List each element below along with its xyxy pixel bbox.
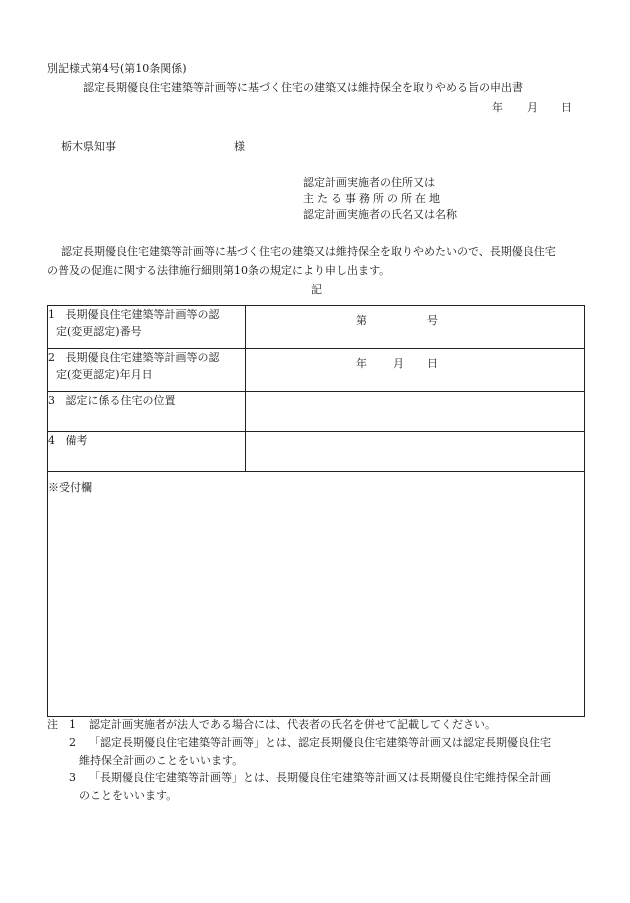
body-text-line2: の普及の促進に関する法律施行細則第10条の規定により申し出ます。 <box>47 264 391 277</box>
body-text-line1: 認定長期優良住宅建築等計画等に基づく住宅の建築又は維持保全を取りやめたいので、長期優良住宅 <box>61 245 556 258</box>
note-1: 注 1 認定計画実施者が法人である場合には、代表者の氏名を併せて記載してください。 <box>47 716 592 734</box>
note-3-continuation: のことをいいます。 <box>79 789 178 803</box>
table-row-remarks <box>48 432 585 472</box>
note-3: 3 「長期優良住宅建築等計画等」とは、長期優良住宅建築等計画又は長期優良住宅維持保全計画 <box>69 771 551 785</box>
table-row-reception <box>48 472 585 717</box>
cert-date-day: 日 <box>427 357 438 370</box>
certification-date-field[interactable] <box>246 349 585 392</box>
form-number: 別記様式第4号(第10条関係) <box>47 62 187 75</box>
number-suffix: 号 <box>427 314 438 327</box>
table-row-house-location <box>48 392 585 432</box>
addressee-honorific: 様 <box>234 140 245 153</box>
certification-date-label: 2 長期優良住宅建築等計画等の認 定(変更認定)年月日 <box>48 349 246 392</box>
addressee-name: 栃木県知事 <box>61 140 116 153</box>
applicant-office-label: 主たる事務所の所在地 <box>303 192 443 205</box>
date-month-label: 月 <box>527 101 538 114</box>
table-row-certification-date <box>48 349 585 392</box>
reception-label: ※受付欄 <box>48 481 92 494</box>
house-location-field[interactable] <box>246 392 585 432</box>
date-day-label: 日 <box>561 101 572 114</box>
note-marker: 注 <box>47 718 58 731</box>
cert-date-year: 年 <box>356 357 367 370</box>
notes-section <box>47 716 592 805</box>
reception-box <box>48 472 585 717</box>
application-form-table <box>47 305 585 717</box>
date-year-label: 年 <box>492 101 503 114</box>
remarks-label: 4 備考 <box>48 432 246 472</box>
table-row-certification-number <box>48 306 585 349</box>
note-2-continuation: 維持保全計画のことをいいます。 <box>79 753 244 767</box>
certification-number-label: 1 長期優良住宅建築等計画等の認 定(変更認定)番号 <box>48 306 246 349</box>
note-2: 2 「認定長期優良住宅建築等計画等」とは、認定長期優良住宅建築等計画又は認定長期優良住宅 <box>69 735 551 749</box>
certification-number-field[interactable] <box>246 306 585 349</box>
document-title: 認定長期優良住宅建築等計画等に基づく住宅の建築又は維持保全を取りやめる旨の申出書 <box>83 81 523 94</box>
number-prefix: 第 <box>356 314 367 327</box>
applicant-name-label: 認定計画実施者の氏名又は名称 <box>303 208 457 221</box>
remarks-field[interactable] <box>246 432 585 472</box>
applicant-address-label: 認定計画実施者の住所又は <box>303 176 435 189</box>
cert-date-month: 月 <box>393 357 404 370</box>
ki-heading: 記 <box>311 283 322 296</box>
house-location-label: 3 認定に係る住宅の位置 <box>48 392 246 432</box>
